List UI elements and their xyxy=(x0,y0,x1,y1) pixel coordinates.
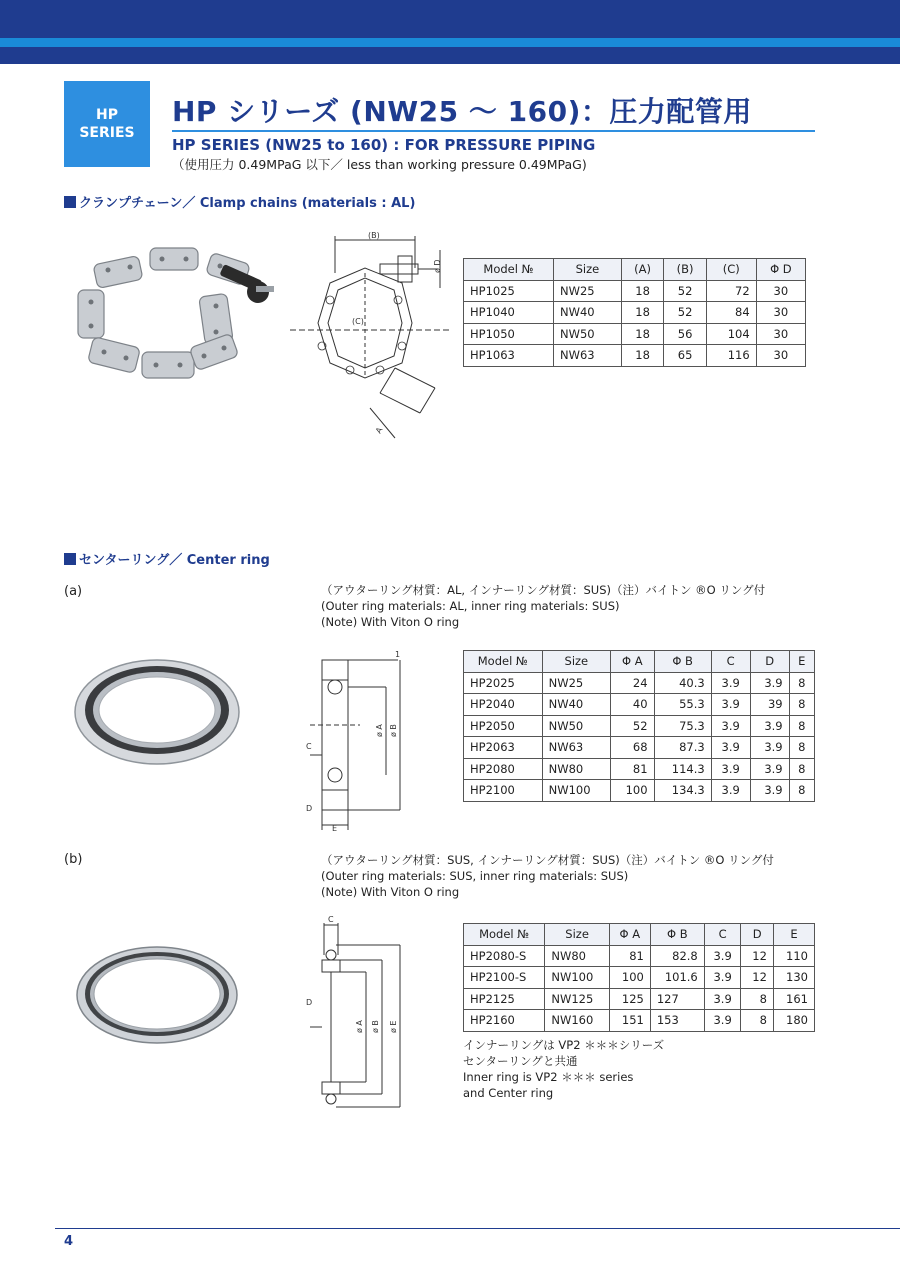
ring-b-note-line: （アウターリング材質：SUS, インナーリング材質：SUS)（注）バイトン ®O リング付 xyxy=(321,853,774,867)
table-row xyxy=(464,737,815,759)
cell-model: HP2080 xyxy=(464,758,543,780)
cell-size: NW80 xyxy=(542,758,610,780)
cell-c: 104 xyxy=(706,323,756,345)
dim-a-label: ø A xyxy=(355,1020,364,1033)
col-model: Model № xyxy=(464,924,545,946)
clamp-chains-heading-text: クランプチェーン／ Clamp chains (materials : AL) xyxy=(79,196,416,211)
cell-e: 110 xyxy=(773,945,814,967)
cell-size: NW40 xyxy=(542,694,610,716)
cell-c: 3.9 xyxy=(711,737,750,759)
cell-c: 3.9 xyxy=(704,967,741,989)
cell-d: 3.9 xyxy=(750,715,789,737)
dim-b-label: ø B xyxy=(389,724,398,737)
cell-d: 8 xyxy=(741,1010,773,1032)
cell-d: 12 xyxy=(741,945,773,967)
header-bar xyxy=(0,0,900,64)
col-phi-b: Φ B xyxy=(654,651,711,673)
table-row xyxy=(464,302,806,324)
badge-line-1: HP xyxy=(96,107,118,123)
cell-phi-a: 125 xyxy=(609,988,650,1010)
cell-model: HP2125 xyxy=(464,988,545,1010)
cell-size: NW25 xyxy=(542,672,610,694)
cell-c: 3.9 xyxy=(704,1010,741,1032)
cell-size: NW100 xyxy=(542,780,610,802)
cell-c: 3.9 xyxy=(704,945,741,967)
table-row xyxy=(464,715,815,737)
cell-size: NW50 xyxy=(542,715,610,737)
badge-line-2: SERIES xyxy=(79,125,135,141)
center-ring-heading xyxy=(64,549,270,568)
col-c: C xyxy=(704,924,741,946)
cell-a: 18 xyxy=(621,345,664,367)
square-bullet-icon xyxy=(64,196,76,208)
col-d: D xyxy=(741,924,773,946)
cell-phi-b: 87.3 xyxy=(654,737,711,759)
cell-c: 84 xyxy=(706,302,756,324)
table-row xyxy=(464,672,815,694)
cell-c: 72 xyxy=(706,280,756,302)
cell-size: NW50 xyxy=(553,323,621,345)
cell-phi-a: 40 xyxy=(611,694,655,716)
cell-d: 3.9 xyxy=(750,780,789,802)
cell-model: HP2063 xyxy=(464,737,543,759)
cell-model: HP1025 xyxy=(464,280,554,302)
ring-a-label: (a) xyxy=(64,584,83,599)
cell-phi-b: 101.6 xyxy=(650,967,704,989)
center-ring-a-photo xyxy=(70,655,245,770)
cell-phi-a: 100 xyxy=(609,967,650,989)
cell-e: 8 xyxy=(789,715,814,737)
cell-a: 18 xyxy=(621,302,664,324)
table-row xyxy=(464,345,806,367)
clamp-chains-heading xyxy=(64,192,415,211)
cell-e: 8 xyxy=(789,780,814,802)
ring-b-notes xyxy=(321,852,774,900)
cell-phi-a: 151 xyxy=(609,1010,650,1032)
dim-d-label: D xyxy=(306,998,313,1007)
cell-model: HP2160 xyxy=(464,1010,545,1032)
table-row xyxy=(464,988,815,1010)
ring-a-note-line: （アウターリング材質：AL, インナーリング材質：SUS)（注）バイトン ®O リング付 xyxy=(321,583,766,597)
table-row xyxy=(464,780,815,802)
inner-ring-note-line: and Center ring xyxy=(463,1086,554,1100)
cell-d: 8 xyxy=(741,988,773,1010)
cell-phi-b: 40.3 xyxy=(654,672,711,694)
cell-d: 39 xyxy=(750,694,789,716)
cell-e: 130 xyxy=(773,967,814,989)
table-header-row xyxy=(464,651,815,673)
cell-size: NW40 xyxy=(553,302,621,324)
title-divider xyxy=(172,130,815,132)
page-number: 4 xyxy=(64,1234,74,1249)
pressure-note: （使用圧力 0.49MPaG 以下／ less than working pressure 0.49MPaG) xyxy=(172,157,587,172)
cell-c: 3.9 xyxy=(711,780,750,802)
center-ring-heading-text: センターリング／ Center ring xyxy=(79,553,270,568)
table-row xyxy=(464,758,815,780)
cell-model: HP2025 xyxy=(464,672,543,694)
cell-size: NW125 xyxy=(545,988,609,1010)
col-phi-a: Φ A xyxy=(611,651,655,673)
cell-model: HP1050 xyxy=(464,323,554,345)
cell-model: HP2100-S xyxy=(464,967,545,989)
cell-a: 18 xyxy=(621,323,664,345)
cell-model: HP1040 xyxy=(464,302,554,324)
ring-a-note-line: (Note) With Viton O ring xyxy=(321,615,460,629)
col-e: E xyxy=(773,924,814,946)
dim-a-label: A xyxy=(373,425,385,435)
cell-phi-a: 24 xyxy=(611,672,655,694)
col-a: (A) xyxy=(621,259,664,281)
cell-d: 3.9 xyxy=(750,758,789,780)
center-ring-b-drawing xyxy=(300,915,415,1110)
cell-phi-b: 75.3 xyxy=(654,715,711,737)
col-c: (C) xyxy=(706,259,756,281)
cell-b: 52 xyxy=(664,302,707,324)
cell-phi-b: 134.3 xyxy=(654,780,711,802)
dim-e-label: E xyxy=(332,824,338,833)
inner-ring-note-line: Inner ring is VP2 ＊＊＊ series xyxy=(463,1070,634,1084)
col-phi-a: Φ A xyxy=(609,924,650,946)
cell-phi-b: 114.3 xyxy=(654,758,711,780)
col-size: Size xyxy=(542,651,610,673)
cell-b: 65 xyxy=(664,345,707,367)
series-badge xyxy=(64,81,150,167)
cell-size: NW63 xyxy=(542,737,610,759)
cell-b: 56 xyxy=(664,323,707,345)
cell-e: 161 xyxy=(773,988,814,1010)
square-bullet-icon xyxy=(64,553,76,565)
col-model: Model № xyxy=(464,259,554,281)
table-row xyxy=(464,323,806,345)
table-row xyxy=(464,945,815,967)
dim-d-label: ø D xyxy=(433,259,442,273)
center-ring-b-table xyxy=(463,923,815,1032)
cell-phi-b: 127 xyxy=(650,988,704,1010)
col-d: Φ D xyxy=(756,259,805,281)
cell-model: HP2100 xyxy=(464,780,543,802)
page-title-en: HP SERIES (NW25 to 160) : FOR PRESSURE PIPING xyxy=(172,136,596,154)
cell-e: 180 xyxy=(773,1010,814,1032)
cell-model: HP2050 xyxy=(464,715,543,737)
cell-phi-a: 100 xyxy=(611,780,655,802)
dim-e-label: ø E xyxy=(389,1020,398,1033)
footer-divider xyxy=(55,1228,900,1229)
cell-size: NW160 xyxy=(545,1010,609,1032)
cell-d: 3.9 xyxy=(750,672,789,694)
cell-model: HP2040 xyxy=(464,694,543,716)
cell-d: 30 xyxy=(756,302,805,324)
dim-d-label: D xyxy=(306,804,313,813)
cell-c: 3.9 xyxy=(711,694,750,716)
cell-phi-b: 55.3 xyxy=(654,694,711,716)
dim-b-label: (B) xyxy=(368,231,380,240)
cell-size: NW80 xyxy=(545,945,609,967)
cell-e: 8 xyxy=(789,758,814,780)
ring-b-label: (b) xyxy=(64,852,83,867)
col-model: Model № xyxy=(464,651,543,673)
cell-e: 8 xyxy=(789,672,814,694)
cell-size: NW100 xyxy=(545,967,609,989)
dim-a-label: ø A xyxy=(375,724,384,737)
dim-1-label: 1 xyxy=(395,650,401,659)
cell-d: 3.9 xyxy=(750,737,789,759)
cell-c: 3.9 xyxy=(704,988,741,1010)
col-phi-b: Φ B xyxy=(650,924,704,946)
ring-a-notes xyxy=(321,582,765,630)
cell-phi-a: 68 xyxy=(611,737,655,759)
cell-c: 3.9 xyxy=(711,715,750,737)
cell-phi-a: 81 xyxy=(609,945,650,967)
center-ring-b-photo xyxy=(70,940,245,1050)
clamp-chain-photo xyxy=(70,240,280,405)
dim-c-label: C xyxy=(306,742,312,751)
table-row xyxy=(464,1010,815,1032)
dim-c-label: (C) xyxy=(352,317,364,326)
cell-phi-a: 81 xyxy=(611,758,655,780)
dim-b-label: ø B xyxy=(371,1020,380,1033)
cell-c: 3.9 xyxy=(711,758,750,780)
table-header-row xyxy=(464,924,815,946)
cell-d: 30 xyxy=(756,280,805,302)
col-size: Size xyxy=(545,924,609,946)
dim-c-label: C xyxy=(328,915,334,924)
cell-e: 8 xyxy=(789,737,814,759)
cell-model: HP2080-S xyxy=(464,945,545,967)
col-e: E xyxy=(789,651,814,673)
table-row xyxy=(464,280,806,302)
header-stripe xyxy=(0,38,900,47)
cell-phi-b: 82.8 xyxy=(650,945,704,967)
table-row xyxy=(464,967,815,989)
cell-model: HP1063 xyxy=(464,345,554,367)
cell-d: 12 xyxy=(741,967,773,989)
cell-a: 18 xyxy=(621,280,664,302)
col-c: C xyxy=(711,651,750,673)
cell-d: 30 xyxy=(756,345,805,367)
clamp-chain-table xyxy=(463,258,806,367)
table-header-row xyxy=(464,259,806,281)
ring-b-note-line: (Note) With Viton O ring xyxy=(321,885,460,899)
table-row xyxy=(464,694,815,716)
center-ring-a-drawing xyxy=(300,645,415,835)
inner-ring-note xyxy=(463,1037,664,1101)
clamp-chain-drawing xyxy=(280,228,460,443)
cell-size: NW63 xyxy=(553,345,621,367)
ring-a-note-line: (Outer ring materials: AL, inner ring materials: SUS) xyxy=(321,599,620,613)
cell-size: NW25 xyxy=(553,280,621,302)
cell-e: 8 xyxy=(789,694,814,716)
cell-b: 52 xyxy=(664,280,707,302)
col-b: (B) xyxy=(664,259,707,281)
page-title-jp: HP シリーズ (NW25 ～ 160)：圧力配管用 xyxy=(172,95,752,128)
inner-ring-note-line: インナーリングは VP2 ＊＊＊シリーズ xyxy=(463,1038,665,1052)
cell-phi-a: 52 xyxy=(611,715,655,737)
inner-ring-note-line: センターリングと共通 xyxy=(463,1054,578,1068)
cell-c: 3.9 xyxy=(711,672,750,694)
center-ring-a-table xyxy=(463,650,815,802)
cell-d: 30 xyxy=(756,323,805,345)
cell-c: 116 xyxy=(706,345,756,367)
ring-b-note-line: (Outer ring materials: SUS, inner ring materials: SUS) xyxy=(321,869,629,883)
col-size: Size xyxy=(553,259,621,281)
col-d: D xyxy=(750,651,789,673)
cell-phi-b: 153 xyxy=(650,1010,704,1032)
